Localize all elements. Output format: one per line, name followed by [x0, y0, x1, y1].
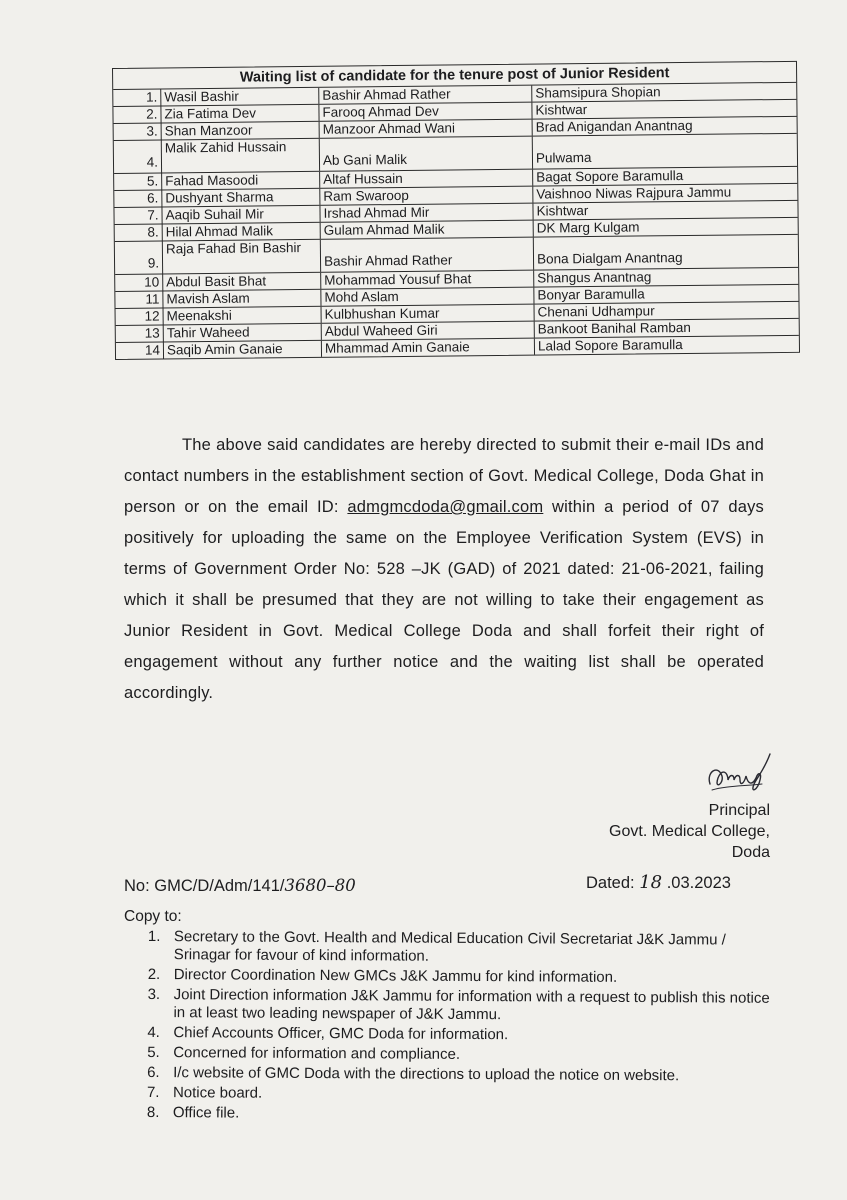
candidate-name: Abdul Basit Bhat [163, 273, 321, 291]
copy-to-item-number: 5. [147, 1043, 160, 1062]
father-name: Altaf Hussain [320, 170, 533, 188]
father-name: Mohd Aslam [321, 288, 534, 306]
candidate-name: Zia Fatima Dev [161, 105, 319, 123]
candidate-name: Aaqib Suhail Mir [162, 206, 320, 224]
candidate-address: Bona Dialgam Anantnag [536, 250, 683, 267]
candidate-address: Kishtwar [535, 102, 588, 118]
row-number: 6. [114, 190, 162, 207]
copy-to-item-number: 1. [147, 928, 161, 946]
row-number: 11 [115, 291, 163, 308]
candidate-name: Mavish Aslam [163, 290, 321, 308]
signatory-title: Principal [708, 802, 770, 819]
email-link[interactable]: admgmcdoda@gmail.com [347, 498, 544, 516]
copy-to-item-number: 7. [146, 1083, 160, 1102]
copy-to-item-text: Notice board. [172, 1084, 263, 1102]
table-body [113, 83, 799, 359]
notice-text-part2: within a period of 07 days positively for uploading the same on the Employee Verification System (EVS) in terms of Government Order No: 528 –JK (GAD) of 2021 dated: 21-06-2021, failing which it shall be presumed that they are not willing to take their engagement as Junior Resident in Govt. Medical College Doda and shall forfeit their right of engagement without any further notice and the waiting list shall be operated accordingly. [124, 498, 764, 702]
copy-to-item [147, 1064, 777, 1086]
father-name: Mhammad Amin Ganaie [322, 339, 535, 357]
row-number: 8. [115, 224, 163, 241]
row-number: 4. [114, 140, 162, 173]
row-number: 7. [114, 207, 162, 224]
signatory-place: Doda [731, 844, 770, 861]
copy-to-item-text: Office file. [172, 1104, 240, 1122]
father-name: Kulbhushan Kumar [322, 305, 535, 323]
notice-text-part1: The above said candidates are hereby directed to submit their e-mail IDs and contact numbers in the establishment section of Govt. Medical College, Doda Ghat in person or on the email ID: [124, 436, 764, 516]
candidate-address: Lalad Sopore Baramulla [537, 337, 683, 354]
candidate-address: Shangus Anantnag [537, 269, 652, 286]
copy-to-item [147, 1104, 777, 1126]
reference-handwritten: 3680–80 [284, 876, 356, 895]
candidate-address: Vaishnoo Niwas Rajpura Jammu [536, 184, 732, 202]
date-rest: .03.2023 [666, 874, 731, 892]
copy-to-label: Copy to: [124, 908, 182, 925]
reference-prefix: No: GMC/D/Adm/141/ [124, 877, 285, 895]
candidate-name: Meenakshi [164, 307, 322, 325]
signature-image [704, 750, 774, 800]
copy-to-list [147, 928, 778, 1128]
father-name: Gulam Ahmad Malik [321, 221, 534, 239]
copy-to-item-number: 6. [147, 1063, 160, 1082]
candidate-address: Brad Anigandan Anantnag [535, 117, 693, 135]
row-number: 5. [114, 173, 162, 190]
candidate-name: Tahir Waheed [164, 324, 322, 342]
father-name: Ram Swaroop [320, 187, 533, 205]
copy-to-item-text: Chief Accounts Officer, GMC Doda for information. [173, 1024, 509, 1044]
signatory-block [560, 800, 770, 863]
copy-to-item [148, 928, 778, 968]
father-name: Mohammad Yousuf Bhat [321, 271, 534, 289]
row-number: 9. [115, 241, 163, 274]
candidate-address: Bagat Sopore Baramulla [536, 168, 684, 185]
father-name: Farooq Ahmad Dev [319, 103, 532, 121]
copy-to-item-text: Secretary to the Govt. Health and Medical Education Civil Secretariat J&K Jammu / Srinagar for favour of kind information. [173, 928, 726, 965]
date-line [586, 872, 731, 893]
copy-to-item-text: Joint Direction information J&K Jammu for information with a request to publish this notice in at least two leading newspaper of J&K Jammu. [173, 986, 770, 1024]
candidate-name: Dushyant Sharma [162, 189, 320, 207]
candidate-name: Hilal Ahmad Malik [163, 223, 321, 241]
father-name: Bashir Ahmad Rather [321, 238, 534, 272]
candidate-address: Chenani Udhampur [537, 303, 655, 320]
candidate-address: Bonyar Baramulla [537, 286, 645, 303]
date-label: Dated: [586, 874, 635, 892]
father-name: Irshad Ahmad Mir [320, 204, 533, 222]
copy-to-item-text: I/c website of GMC Doda with the directions to upload the notice on website. [173, 1064, 680, 1085]
father-name: Abdul Waheed Giri [322, 322, 535, 340]
row-number: 10 [115, 274, 163, 291]
candidate-name: Shan Manzoor [162, 122, 320, 140]
copy-to-item-text: Director Coordination New GMCs J&K Jammu for kind information. [173, 966, 618, 986]
copy-to-item-number: 3. [147, 985, 161, 1004]
copy-to-item [148, 966, 778, 988]
copy-to-item [147, 986, 777, 1026]
candidate-name: Saqib Amin Ganaie [164, 341, 322, 359]
copy-to-item [147, 1084, 777, 1106]
waiting-list-table [112, 61, 800, 360]
notice-paragraph [124, 430, 764, 709]
candidate-address: Kishtwar [536, 203, 589, 219]
father-name: Manzoor Ahmad Wani [320, 120, 533, 138]
candidate-name: Raja Fahad Bin Bashir [163, 240, 321, 274]
copy-to-item-number: 2. [147, 965, 161, 984]
copy-to-item-number: 8. [146, 1103, 160, 1122]
candidate-address: DK Marg Kulgam [536, 219, 640, 236]
row-number: 13 [116, 325, 164, 342]
reference-number [124, 876, 356, 896]
copy-to-item [147, 1044, 777, 1066]
row-number: 12 [116, 308, 164, 325]
row-number: 14 [116, 342, 164, 359]
candidate-address: Bankoot Banihal Ramban [537, 319, 691, 337]
candidate-address: Pulwama [535, 149, 592, 166]
father-name: Bashir Ahmad Rather [319, 86, 532, 104]
row-number: 3. [114, 123, 162, 140]
candidate-address: Shamsipura Shopian [535, 84, 661, 101]
copy-to-item-text: Concerned for information and compliance. [173, 1044, 461, 1063]
row-number: 1. [113, 89, 161, 106]
table-title: Waiting list of candidate for the tenure post of Junior Resident [113, 62, 796, 90]
copy-to-item [147, 1024, 777, 1046]
candidate-name: Malik Zahid Hussain [162, 139, 320, 173]
row-number: 2. [113, 106, 161, 123]
candidate-name: Fahad Masoodi [162, 172, 320, 190]
candidate-name: Wasil Bashir [161, 88, 319, 106]
copy-to-item-number: 4. [147, 1023, 160, 1042]
date-day: 18 [639, 872, 663, 893]
father-name: Ab Gani Malik [320, 137, 533, 171]
signatory-org: Govt. Medical College, [609, 823, 770, 840]
